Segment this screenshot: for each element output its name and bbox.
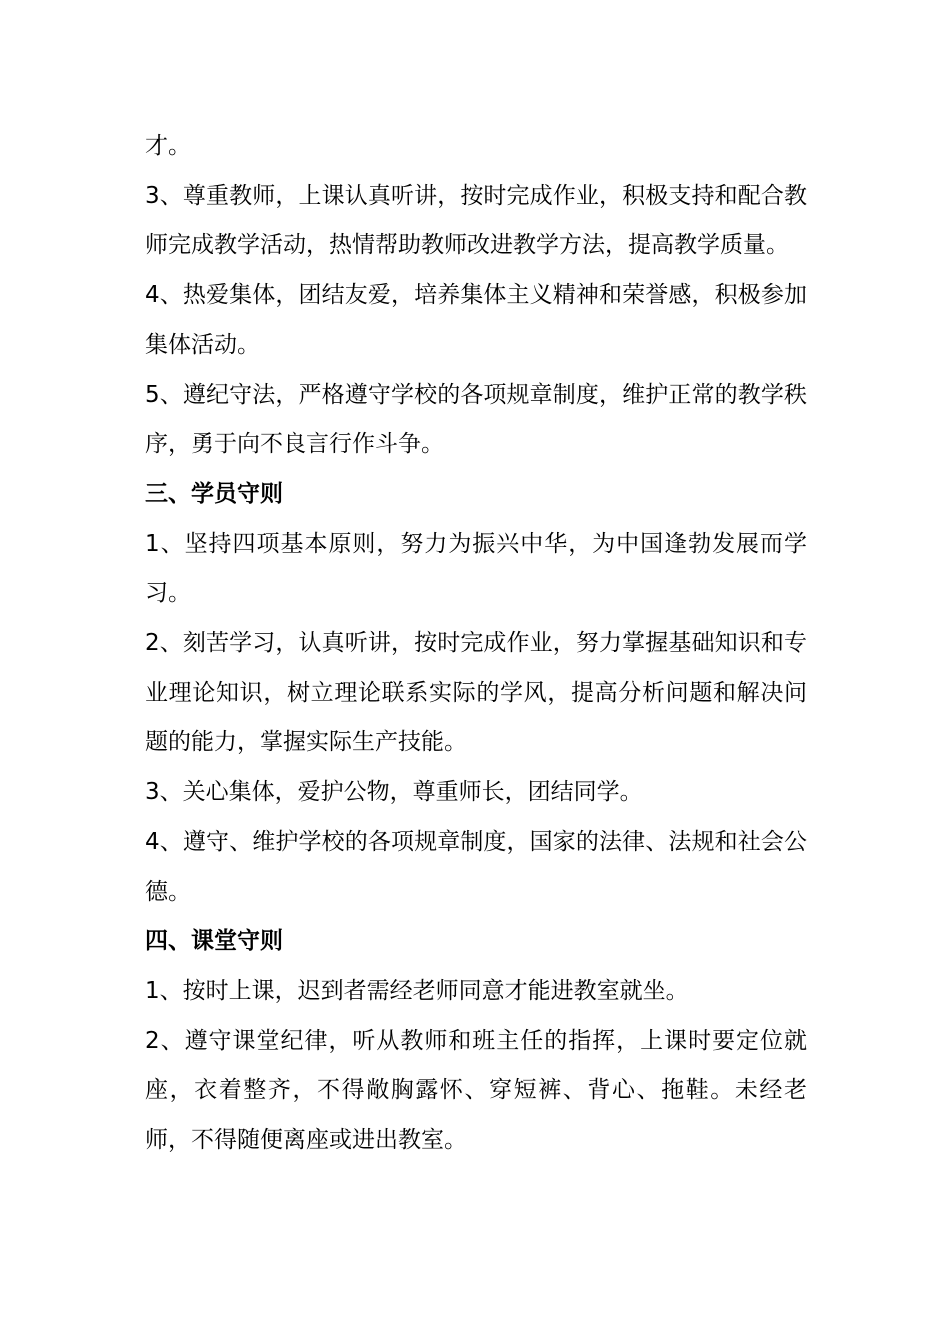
heading-student-rules: 三、学员守则 — [145, 480, 283, 507]
para-student-rule-1: 1、坚持四项基本原则，努力为振兴中华，为中国逢勃发展而学习。 — [145, 530, 807, 607]
para-student-rule-4: 4、遵守、维护学校的各项规章制度，国家的法律、法规和社会公德。 — [145, 828, 807, 905]
para-student-rule-2: 2、刻苦学习，认真听讲，按时完成作业，努力掌握基础知识和专业理论知识，树立理论联系实际的学风，提高分析问题和解决问题的能力，掌握实际生产技能。 — [145, 630, 807, 756]
document-page — [145, 122, 807, 1166]
para-student-rule-3: 3、关心集体，爱护公物，尊重师长，团结同学。 — [145, 779, 643, 806]
para-love-collective: 4、热爱集体，团结友爱，培养集体主义精神和荣誉感，积极参加集体活动。 — [145, 282, 807, 358]
heading-classroom-rules: 四、课堂守则 — [145, 928, 283, 955]
para-classroom-rule-2: 2、遵守课堂纪律，听从教师和班主任的指挥，上课时要定位就座，衣着整齐，不得敞胸露怀、穿短裤、背心、拖鞋。未经老师，不得随便离座或进出教室。 — [145, 1027, 807, 1154]
para-obey-law: 5、遵纪守法，严格遵守学校的各项规章制度，维护正常的教学秩序，勇于向不良言行作斗争。 — [145, 381, 807, 458]
para-cai: 才。 — [145, 133, 191, 159]
para-teacher-respect: 3、尊重教师，上课认真听讲，按时完成作业，积极支持和配合教师完成教学活动，热情帮助教师改进教学方法，提高教学质量。 — [145, 182, 807, 259]
para-classroom-rule-1: 1、按时上课，迟到者需经老师同意才能进教室就坐。 — [145, 977, 689, 1004]
